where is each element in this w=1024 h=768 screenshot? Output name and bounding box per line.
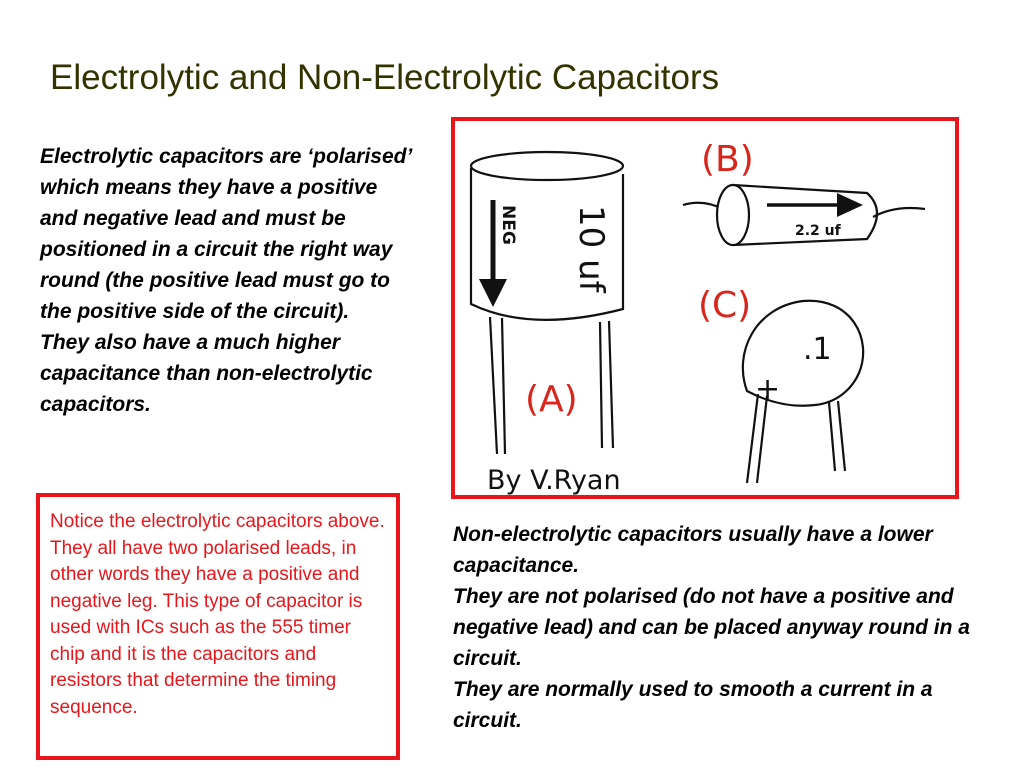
capacitor-b-value: 2.2 uf xyxy=(795,223,841,239)
capacitor-c-leg-right xyxy=(829,402,835,471)
non-electrolytic-paragraph-3: They are normally used to smooth a current in a circuit. xyxy=(453,678,933,732)
non-electrolytic-paragraph-2: They are not polarised (do not have a positive and negative lead) and can be placed anyway round in a circuit. xyxy=(453,585,970,670)
illustration-credit: By V.Ryan xyxy=(487,465,621,495)
label-a: (A) xyxy=(525,379,578,420)
capacitor-b-end xyxy=(717,185,749,245)
capacitor-c-leg-left-inner xyxy=(757,396,767,483)
capacitor-a-leg-left xyxy=(490,317,497,454)
capacitor-drawing xyxy=(455,121,955,495)
notice-box xyxy=(36,493,400,760)
label-c: (C) xyxy=(698,285,752,326)
electrolytic-paragraph-1: Electrolytic capacitors are ‘polarised’ which means they have a positive and negative lead and must be positioned in a circuit the right way round (the positive lead must go to the positive side of the circuit). xyxy=(40,145,412,323)
capacitor-c-leg-right-inner xyxy=(838,401,845,471)
slide-title: Electrolytic and Non-Electrolytic Capacitors xyxy=(50,58,720,97)
capacitor-c-value: .1 xyxy=(803,332,832,367)
capacitor-a-top xyxy=(471,152,623,180)
capacitor-a-leg-left-inner xyxy=(502,318,505,454)
capacitor-c-plus: + xyxy=(755,372,781,407)
capacitor-c-leg-left xyxy=(747,394,758,483)
electrolytic-description xyxy=(40,141,412,420)
capacitor-a-leg-right-inner xyxy=(609,321,613,448)
capacitor-b-lead-right xyxy=(873,208,925,217)
capacitor-a-leg-right xyxy=(600,322,602,448)
non-electrolytic-paragraph-1: Non-electrolytic capacitors usually have a lower capacitance. xyxy=(453,523,933,577)
electrolytic-paragraph-2: They also have a much higher capacitance than non-electrolytic capacitors. xyxy=(40,331,373,416)
label-b: (B) xyxy=(701,139,754,180)
capacitor-illustration xyxy=(451,117,959,499)
capacitor-a-value: 10 uf xyxy=(571,205,611,293)
capacitor-a-neg-label: NEG xyxy=(498,205,518,245)
non-electrolytic-description xyxy=(453,519,993,736)
neg-arrow-head xyxy=(479,279,507,307)
notice-text: Notice the electrolytic capacitors above. They all have two polarised leads, in other words they have a positive and negative leg. This type of capacitor is used with ICs such as the 555 timer chip and it is the capacitors and resistors that determine the timing sequence. xyxy=(50,511,385,718)
